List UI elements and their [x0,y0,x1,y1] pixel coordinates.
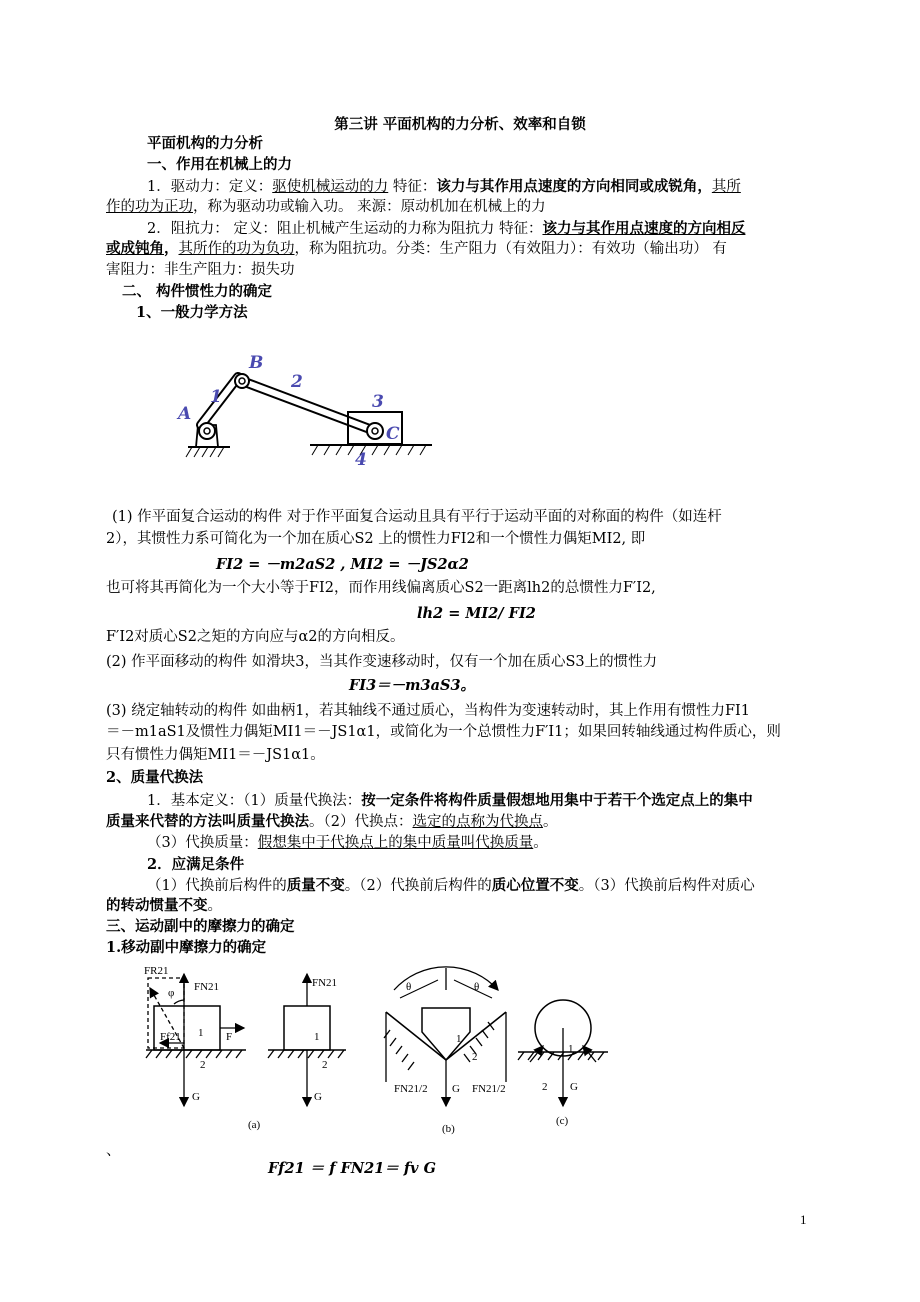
label-FN21: FN21 [194,981,220,993]
label-FN21-half: FN21/2 [394,1083,428,1095]
slider-crank-diagram [170,345,450,470]
text: ，称为阻抗功。分类：生产阻力（有效阻力）：有效功（输出功） 有 [294,241,727,257]
paragraph-translation: (2) 作平面移动的构件 如滑块3，当其作变速移动时，仅有一个加在质心S3上的惯性力 [106,654,658,670]
text: 。（2）代换点： [309,814,413,830]
text: ， [697,178,712,195]
label-G: G [192,1091,200,1103]
text-bold: 质心位置不变 [491,877,579,894]
label-link-3: 3 [372,392,384,412]
label-link-2: 2 [291,372,303,392]
label-link-1: 1 [210,387,222,407]
label-body-1: 1 [314,1031,320,1043]
paragraph-composite-motion: (1) 作平面复合运动的构件 对于作平面复合运动且具有平行于运动平面的对称面的构件（如连杆 [112,509,722,525]
paragraph-driving-force-cont [106,198,546,216]
equation-offset: lh2 = MI2/ FI2 [417,605,536,622]
text: 特征： [388,179,437,195]
label-G: G [452,1083,460,1095]
label-C: C [386,424,400,444]
caption-a: (a) [248,1119,261,1131]
label-F: F [226,1031,233,1043]
text: 2．阻抗力： 定义：阻止机械产生运动的力称为阻抗力 特征： [147,221,543,237]
paragraph-mass-substitution-cont [106,813,557,831]
text-bold-underlined: 该力与其作用点速度的方向相反 [542,220,746,237]
label-theta: θ [406,981,412,993]
label-B: B [249,353,264,373]
page-title: 第三讲 平面机构的力分析、效率和自锁 [334,116,586,133]
label-FN21-half: FN21/2 [472,1083,506,1095]
section-heading: 三、运动副中的摩擦力的确定 [106,918,295,935]
paragraph-resistance [147,220,745,238]
paragraph-conditions [147,877,755,895]
text-bold: 质量来代替的方法叫质量代换法 [106,813,309,830]
section-heading: 平面机构的力分析 [147,135,263,152]
paragraph-rotation-end: 只有惯性力偶矩MI1＝－JS1α1。 [106,747,325,763]
text-underlined: 驱使机械运动的力 [272,179,389,195]
label-phi: φ [168,987,175,999]
text: 。 [207,898,222,914]
text: 1．驱动力：定义： [147,179,273,195]
text-underlined: 其所 [711,179,741,195]
text: 。 [542,814,558,830]
text-underlined: 假想集中于代换点上的集中质量叫代换质量 [257,835,534,851]
equation-inertia-force: FI2 = －m2aS2 , MI2 = －JS2α2 [216,556,469,573]
paragraph-substitute-mass [147,834,548,852]
text: ，称为驱动功或输入功。 来源：原动机加在机械上的力 [193,199,546,215]
text-bold: 按一定条件将构件质量假想地用集中于若干个选定点上的集中 [361,792,753,809]
label-G: G [570,1081,578,1093]
stray-mark: 、 [106,1143,121,1159]
subsection-heading: 1.移动副中摩擦力的确定 [106,939,267,956]
text-bold: 的转动惯量不变 [106,897,208,914]
text-bold: 质量不变 [286,877,345,894]
text: ， [164,240,179,257]
text: 。 [533,835,548,851]
subsection-heading: 一、作用在机械上的力 [147,156,292,173]
text-bold-underlined: 或成钝角 [106,240,164,257]
paragraph-conditions-cont [106,897,222,915]
label-body-1: 1 [456,1033,462,1045]
caption-c: (c) [556,1115,569,1127]
label-ground-2: 2 [322,1059,328,1071]
text: （1）代换前后构件的 [147,878,287,894]
label-FN21: FN21 [312,977,338,989]
label-body-1: 1 [198,1027,204,1039]
text-underlined: 选定的点称为代换点 [412,814,543,830]
label-ground-2: 2 [542,1081,548,1093]
text: 1．基本定义：（1）质量代换法： [147,793,362,809]
label-body-1: 1 [568,1043,574,1055]
paragraph-rotation: (3) 绕定轴转动的构件 如曲柄1，若其轴线不通过质心，当构件为变速转动时，其上作用有惯性力FI1 [106,703,750,719]
label-ground-2: 2 [200,1059,206,1071]
label-G: G [314,1091,322,1103]
friction-diagram [138,960,618,1140]
text: 。（3）代换前后构件对质心 [578,878,755,894]
paragraph-resistance-line3: 害阻力：非生产阻力：损失功 [106,262,295,278]
caption-b: (b) [442,1123,455,1135]
subsection-heading: 2、质量代换法 [106,769,204,786]
paragraph-simplify: 也可将其再简化为一个大小等于FI2，而作用线偏离质心S2一距离lh2的总惯性力F′I2, [106,580,656,596]
label-ground-2: 2 [472,1051,478,1063]
subsection-heading: 二、 构件惯性力的确定 [122,283,273,300]
label-A: A [178,404,192,424]
paragraph-moment-direction: F′I2对质心S2之矩的方向应与α2的方向相反。 [106,629,405,645]
paragraph-rotation-cont: ＝－m1aS1及惯性力偶矩MI1＝－JS1α1，或简化为一个总惯性力F′I1；如果回转轴线通过构件质心，则 [106,724,781,740]
paragraph-resistance-cont [106,240,727,258]
label-FR21: FR21 [144,965,169,977]
text-underlined: 作的功为正功 [106,199,193,215]
paragraph-composite-motion-cont: 2），其惯性力系可简化为一个加在质心S2 上的惯性力FI2和一个惯性力偶矩MI2, 即 [106,531,646,547]
subsection-heading: 2．应满足条件 [147,856,245,873]
text-bold: 该力与其作用点速度的方向相同或成锐角 [436,178,698,195]
label-theta: θ [474,981,480,993]
paragraph-driving-force [147,178,741,196]
equation-slider-inertia: FI3＝－m3aS3。 [349,677,476,694]
label-Ff21: Ff21 [160,1031,181,1043]
page-number: 1 [800,1212,807,1227]
text-underlined: 其所作的功为负功 [178,241,295,257]
text: （3）代换质量： [147,835,258,851]
paragraph-mass-substitution [147,792,753,810]
subsection-heading: 1、一般力学方法 [136,304,248,321]
label-link-4: 4 [355,450,367,470]
equation-friction: Ff21 ＝ f FN21＝ fv G [268,1160,436,1177]
text: 。（2）代换前后构件的 [344,878,492,894]
